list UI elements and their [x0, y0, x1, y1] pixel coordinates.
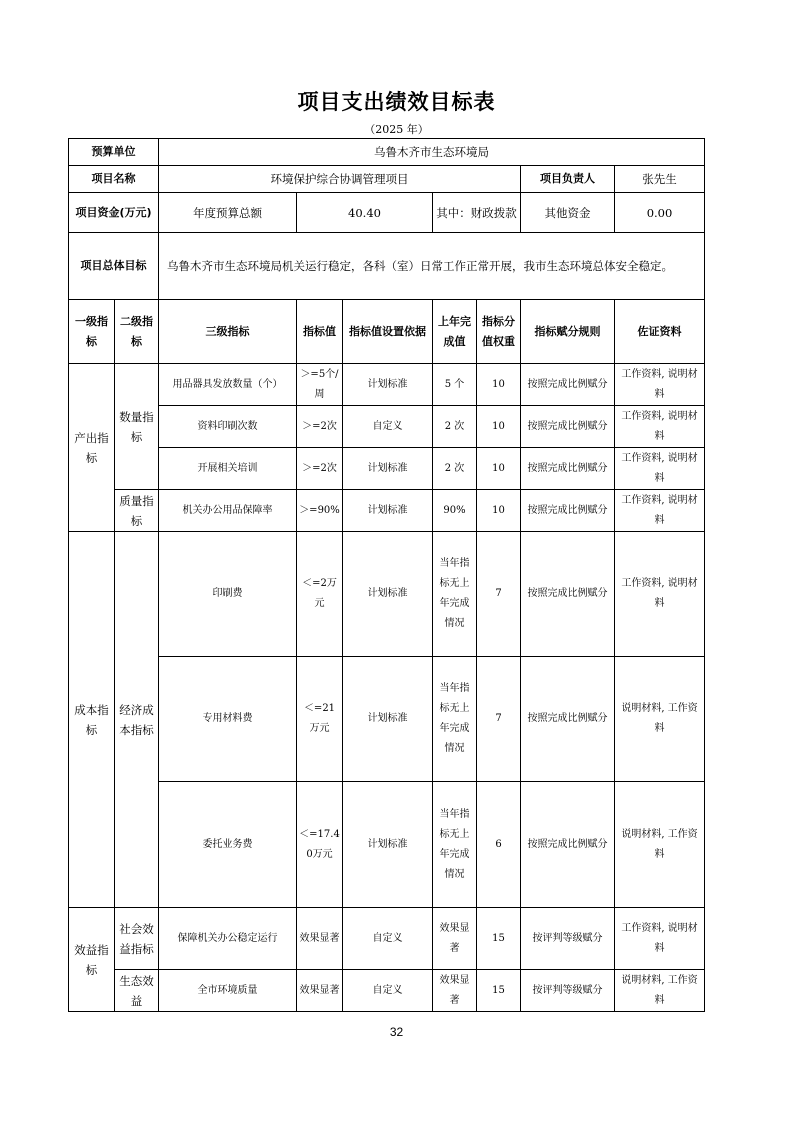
overall-goal-label: 项目总体目标: [69, 233, 159, 300]
indicator-basis: 自定义: [343, 908, 433, 970]
prev-year-value: 5 个: [433, 364, 477, 406]
col-header: 指标分值权重: [477, 300, 521, 364]
indicator-value: ＜=2万元: [297, 532, 343, 657]
level2-quantity: 数量指标: [115, 364, 159, 490]
annual-budget-label: 年度预算总额: [159, 193, 297, 233]
evidence: 工作资料, 说明材料: [615, 448, 705, 490]
other-funds-label: 其他资金: [521, 193, 615, 233]
scoring-rule: 按照完成比例赋分: [521, 782, 615, 908]
indicator-basis: 计划标准: [343, 532, 433, 657]
indicator-weight: 15: [477, 908, 521, 970]
table-row: [69, 782, 705, 908]
third-indicator: 印刷费: [159, 532, 297, 657]
evidence: 工作资料, 说明材料: [615, 908, 705, 970]
indicator-basis: 计划标准: [343, 364, 433, 406]
evidence: 说明材料, 工作资料: [615, 970, 705, 1012]
project-name-label: 项目名称: [69, 166, 159, 193]
prev-year-value: 当年指标无上年完成情况: [433, 657, 477, 782]
table-row: [69, 490, 705, 532]
performance-table: [68, 138, 705, 1012]
project-owner-value: 张先生: [615, 166, 705, 193]
prev-year-value: 效果显著: [433, 970, 477, 1012]
scoring-rule: 按照完成比例赋分: [521, 532, 615, 657]
col-header: 指标值设置依据: [343, 300, 433, 364]
project-funds-label: 项目资金(万元): [69, 193, 159, 233]
third-indicator: 机关办公用品保障率: [159, 490, 297, 532]
table-row: [69, 448, 705, 490]
indicator-weight: 10: [477, 490, 521, 532]
scoring-rule: 按照完成比例赋分: [521, 448, 615, 490]
third-indicator: 委托业务费: [159, 782, 297, 908]
scoring-rule: 按照完成比例赋分: [521, 657, 615, 782]
evidence: 工作资料, 说明材料: [615, 532, 705, 657]
prev-year-value: 效果显著: [433, 908, 477, 970]
table-row: [69, 406, 705, 448]
level2-eco-benefit: 生态效益: [115, 970, 159, 1012]
page-number: 32: [389, 1025, 404, 1039]
level1-output: 产出指标: [69, 364, 115, 532]
level2-social-benefit: 社会效益指标: [115, 908, 159, 970]
project-owner-label: 项目负责人: [521, 166, 615, 193]
project-funds-row: [69, 193, 705, 233]
indicator-weight: 7: [477, 532, 521, 657]
col-header: 上年完成值: [433, 300, 477, 364]
indicator-basis: 计划标准: [343, 490, 433, 532]
indicator-value: ＞=2次: [297, 448, 343, 490]
scoring-rule: 按评判等级赋分: [521, 908, 615, 970]
level2-economic-cost: 经济成本指标: [115, 532, 159, 908]
third-indicator: 开展相关培训: [159, 448, 297, 490]
scoring-rule: 按照完成比例赋分: [521, 364, 615, 406]
prev-year-value: 2 次: [433, 406, 477, 448]
prev-year-value: 当年指标无上年完成情况: [433, 782, 477, 908]
indicator-value: 效果显著: [297, 908, 343, 970]
indicator-weight: 15: [477, 970, 521, 1012]
evidence: 说明材料, 工作资料: [615, 782, 705, 908]
indicator-value: ＜=17.40万元: [297, 782, 343, 908]
indicator-value: 效果显著: [297, 970, 343, 1012]
budget-unit-label: 预算单位: [69, 139, 159, 166]
overall-goal-value: 乌鲁木齐市生态环境局机关运行稳定，各科（室）日常工作正常开展，我市生态环境总体安全稳定。: [159, 233, 705, 300]
level1-cost: 成本指标: [69, 532, 115, 908]
year-label: （2025 年）: [364, 123, 429, 136]
prev-year-value: 当年指标无上年完成情况: [433, 532, 477, 657]
third-indicator: 专用材料费: [159, 657, 297, 782]
prev-year-value: 90%: [433, 490, 477, 532]
evidence: 工作资料, 说明材料: [615, 364, 705, 406]
third-indicator: 全市环境质量: [159, 970, 297, 1012]
indicator-basis: 计划标准: [343, 782, 433, 908]
indicator-value: ＜=21万元: [297, 657, 343, 782]
indicator-basis: 计划标准: [343, 448, 433, 490]
scoring-rule: 按评判等级赋分: [521, 970, 615, 1012]
project-name-row: [69, 166, 705, 193]
column-header-row: [69, 300, 705, 364]
evidence: 说明材料, 工作资料: [615, 657, 705, 782]
col-header: 二级指标: [115, 300, 159, 364]
level2-quality: 质量指标: [115, 490, 159, 532]
level1-benefit: 效益指标: [69, 908, 115, 1012]
indicator-value: ＞=90%: [297, 490, 343, 532]
indicator-weight: 10: [477, 364, 521, 406]
col-header: 一级指标: [69, 300, 115, 364]
third-indicator: 保障机关办公稳定运行: [159, 908, 297, 970]
annual-budget-value: 40.40: [297, 193, 433, 233]
table-row: [69, 657, 705, 782]
page-title: 项目支出绩效目标表: [297, 90, 496, 114]
col-header: 三级指标: [159, 300, 297, 364]
indicator-basis: 计划标准: [343, 657, 433, 782]
col-header: 指标赋分规则: [521, 300, 615, 364]
indicator-weight: 10: [477, 406, 521, 448]
table-row: [69, 908, 705, 970]
scoring-rule: 按照完成比例赋分: [521, 490, 615, 532]
third-indicator: 用品器具发放数量（个）: [159, 364, 297, 406]
col-header: 指标值: [297, 300, 343, 364]
fiscal-funds-label: 其中：财政拨款: [433, 193, 521, 233]
indicator-basis: 自定义: [343, 970, 433, 1012]
col-header: 佐证资料: [615, 300, 705, 364]
indicator-value: ＞=5个/周: [297, 364, 343, 406]
indicator-basis: 自定义: [343, 406, 433, 448]
table-row: [69, 970, 705, 1012]
budget-unit-row: [69, 139, 705, 166]
evidence: 工作资料, 说明材料: [615, 406, 705, 448]
evidence: 工作资料, 说明材料: [615, 490, 705, 532]
third-indicator: 资料印刷次数: [159, 406, 297, 448]
scoring-rule: 按照完成比例赋分: [521, 406, 615, 448]
project-name-value: 环境保护综合协调管理项目: [159, 166, 521, 193]
budget-unit-value: 乌鲁木齐市生态环境局: [159, 139, 705, 166]
indicator-weight: 6: [477, 782, 521, 908]
indicator-weight: 10: [477, 448, 521, 490]
other-funds-value: 0.00: [615, 193, 705, 233]
indicator-weight: 7: [477, 657, 521, 782]
indicator-value: ＞=2次: [297, 406, 343, 448]
prev-year-value: 2 次: [433, 448, 477, 490]
overall-goal-row: [69, 233, 705, 300]
table-row: [69, 364, 705, 406]
table-row: [69, 532, 705, 657]
